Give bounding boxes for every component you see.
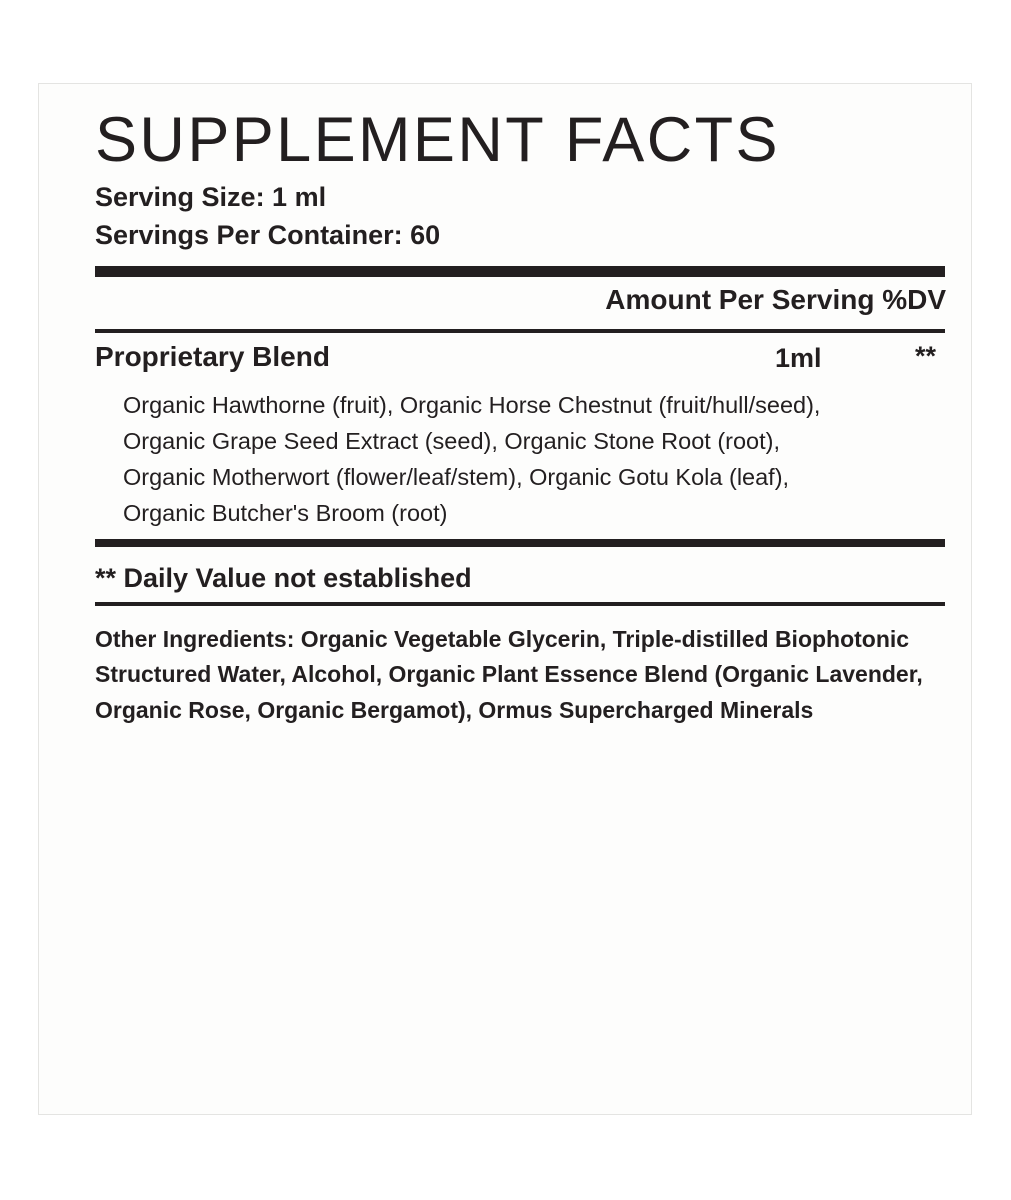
- supplement-facts-panel: [38, 83, 972, 1115]
- proprietary-blend-name: Proprietary Blend: [95, 340, 330, 372]
- page-title: SUPPLEMENT FACTS: [95, 105, 780, 175]
- supplement-facts-content: [95, 105, 946, 728]
- proprietary-blend-amount: 1ml: [775, 342, 822, 373]
- proprietary-blend-daily-value: **: [915, 340, 937, 371]
- amount-per-serving-label: Amount Per Serving %DV: [605, 283, 946, 315]
- divider-blend-bottom: [95, 539, 945, 547]
- serving-size-text: Serving Size: 1 ml: [95, 182, 327, 213]
- divider-header: [95, 329, 945, 333]
- daily-value-footnote: ** Daily Value not established: [95, 563, 472, 594]
- proprietary-blend-row: [95, 341, 941, 385]
- other-ingredients-text: Other Ingredients: Organic Vegetable Glycerin, Triple-distilled Biophotonic Structured Water, Alcohol, Organic Plant Essence Blend (Organic Lavender, Organic Rose, Organic Bergamot), Ormus Supercharged Minerals: [95, 625, 923, 723]
- servings-per-container-text: Servings Per Container: 60: [95, 220, 441, 251]
- divider-footnote: [95, 602, 945, 606]
- divider-top: [95, 266, 945, 277]
- amount-per-serving-header: [95, 283, 946, 324]
- proprietary-blend-ingredients: Organic Hawthorne (fruit), Organic Horse Chestnut (fruit/hull/seed), Organic Grape Seed Extract (seed), Organic Stone Root (root), Organic Motherwort (flower/leaf/stem), Organic Gotu Kola (leaf), Organic Butcher's Broom (root): [123, 391, 821, 527]
